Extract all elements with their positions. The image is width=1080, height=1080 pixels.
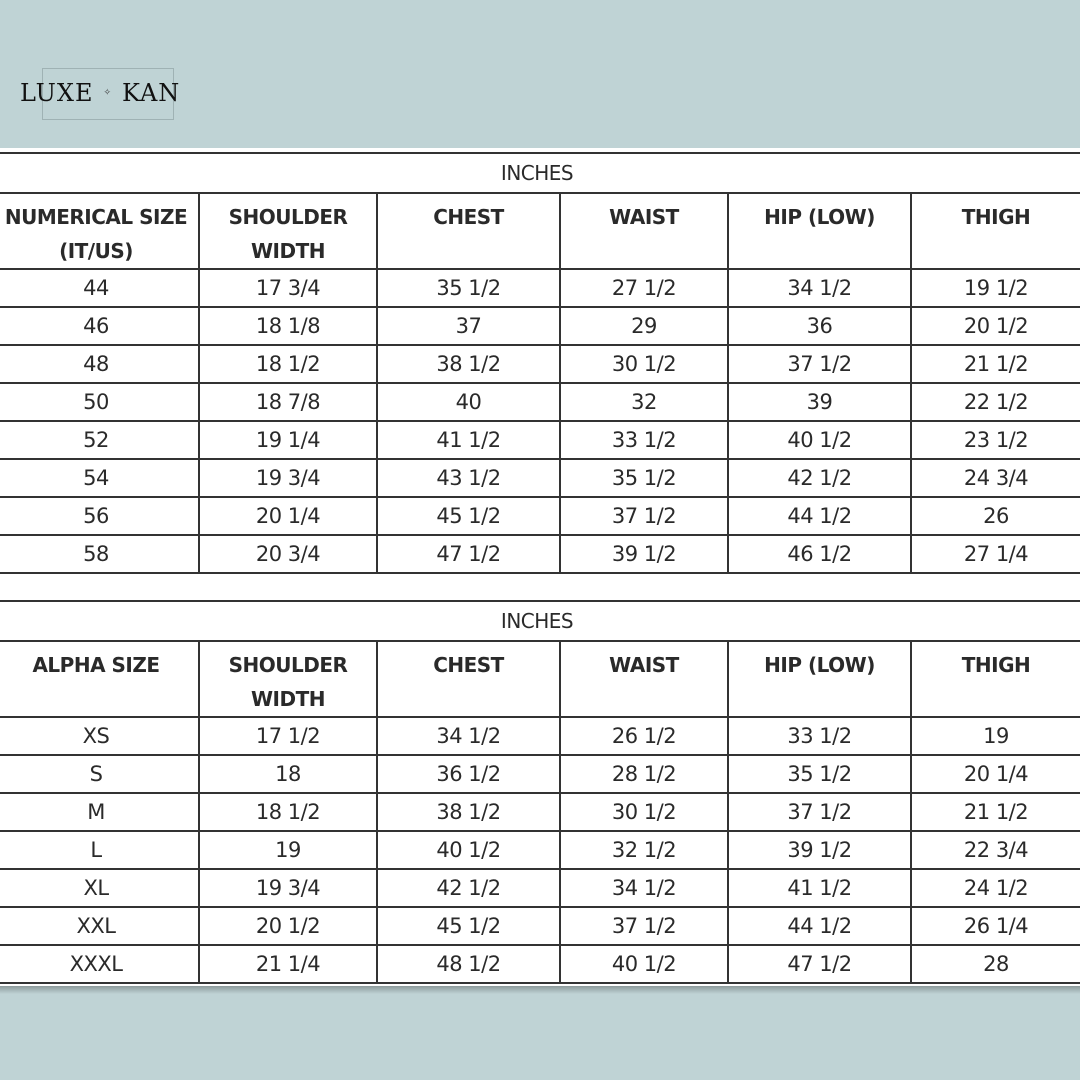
table-cell: 24 1/2: [911, 869, 1080, 907]
table-cell: 22 3/4: [911, 831, 1080, 869]
column-header: WAIST: [560, 193, 728, 269]
table-cell: 45 1/2: [377, 497, 560, 535]
unit-title-row: [0, 601, 1080, 641]
table-cell: 42 1/2: [728, 459, 911, 497]
table-cell: 18 1/8: [199, 307, 377, 345]
table-cell: XXXL: [0, 945, 199, 983]
table-cell: 17 1/2: [199, 717, 377, 755]
sheet-shadow: [0, 986, 1080, 994]
table-cell: 41 1/2: [377, 421, 560, 459]
table-cell: 44: [0, 269, 199, 307]
table-cell: 44 1/2: [728, 907, 911, 945]
table-cell: 18 7/8: [199, 383, 377, 421]
table-cell: 37: [377, 307, 560, 345]
table-row: [0, 459, 1080, 497]
table-cell: 30 1/2: [560, 345, 728, 383]
column-header: CHEST: [377, 641, 560, 717]
table-cell: 20 1/4: [199, 497, 377, 535]
table-row: [0, 793, 1080, 831]
alpha-size-table: [0, 600, 1080, 984]
table-cell: 43 1/2: [377, 459, 560, 497]
table-cell: 35 1/2: [728, 755, 911, 793]
brand-name-left: LUXE: [20, 79, 94, 107]
table-row: [0, 307, 1080, 345]
brand-emblem-icon: ✧: [103, 88, 113, 98]
table-cell: 21 1/2: [911, 793, 1080, 831]
table-cell: 19 1/2: [911, 269, 1080, 307]
table-cell: 47 1/2: [377, 535, 560, 573]
table-cell: 27 1/4: [911, 535, 1080, 573]
table-cell: 58: [0, 535, 199, 573]
column-header: HIP (LOW): [728, 641, 911, 717]
numerical-size-table: [0, 152, 1080, 574]
table-cell: 37 1/2: [560, 497, 728, 535]
table-cell: 22 1/2: [911, 383, 1080, 421]
table-cell: 39 1/2: [728, 831, 911, 869]
table-cell: 19 1/4: [199, 421, 377, 459]
table-cell: XS: [0, 717, 199, 755]
table-cell: 34 1/2: [377, 717, 560, 755]
table-row: [0, 907, 1080, 945]
column-header: THIGH: [911, 193, 1080, 269]
table-cell: 20 1/2: [911, 307, 1080, 345]
table-cell: 30 1/2: [560, 793, 728, 831]
table-cell: XXL: [0, 907, 199, 945]
table-cell: 32 1/2: [560, 831, 728, 869]
table-row: [0, 269, 1080, 307]
table-cell: 19 3/4: [199, 459, 377, 497]
table-cell: 37 1/2: [728, 345, 911, 383]
table-cell: 40 1/2: [560, 945, 728, 983]
table-cell: 35 1/2: [560, 459, 728, 497]
table-cell: 18: [199, 755, 377, 793]
table-cell: L: [0, 831, 199, 869]
brand-name-right: KAN: [122, 79, 181, 107]
table-cell: 48 1/2: [377, 945, 560, 983]
table-cell: 41 1/2: [728, 869, 911, 907]
column-header: HIP (LOW): [728, 193, 911, 269]
table-cell: 50: [0, 383, 199, 421]
table-cell: 40 1/2: [728, 421, 911, 459]
table-cell: 39: [728, 383, 911, 421]
table-row: [0, 535, 1080, 573]
table-cell: 21 1/2: [911, 345, 1080, 383]
table-cell: 38 1/2: [377, 345, 560, 383]
column-header-row: [0, 641, 1080, 717]
table-row: [0, 831, 1080, 869]
table-cell: 20 1/2: [199, 907, 377, 945]
table-cell: 21 1/4: [199, 945, 377, 983]
table-cell: 19: [911, 717, 1080, 755]
table-cell: 46: [0, 307, 199, 345]
table-cell: 38 1/2: [377, 793, 560, 831]
table-cell: 47 1/2: [728, 945, 911, 983]
table-cell: 44 1/2: [728, 497, 911, 535]
table-row: [0, 421, 1080, 459]
table-cell: 34 1/2: [560, 869, 728, 907]
column-header: THIGH: [911, 641, 1080, 717]
table-row: [0, 497, 1080, 535]
table-cell: 32: [560, 383, 728, 421]
table-row: [0, 383, 1080, 421]
table-cell: 24 3/4: [911, 459, 1080, 497]
table-cell: 33 1/2: [728, 717, 911, 755]
table-cell: 54: [0, 459, 199, 497]
table-cell: 39 1/2: [560, 535, 728, 573]
table-cell: M: [0, 793, 199, 831]
table-cell: 52: [0, 421, 199, 459]
table-cell: 37 1/2: [728, 793, 911, 831]
table-row: [0, 869, 1080, 907]
table-cell: 40 1/2: [377, 831, 560, 869]
table-cell: 18 1/2: [199, 793, 377, 831]
table-row: [0, 755, 1080, 793]
table-cell: 20 1/4: [911, 755, 1080, 793]
column-header: ALPHA SIZE: [0, 641, 199, 717]
unit-title-row: [0, 153, 1080, 193]
table-cell: 34 1/2: [728, 269, 911, 307]
table-cell: S: [0, 755, 199, 793]
table-cell: 40: [377, 383, 560, 421]
table-cell: 27 1/2: [560, 269, 728, 307]
column-header: CHEST: [377, 193, 560, 269]
table-cell: 28 1/2: [560, 755, 728, 793]
column-header: WAIST: [560, 641, 728, 717]
table-cell: 26 1/2: [560, 717, 728, 755]
table-cell: XL: [0, 869, 199, 907]
brand-logo: [20, 68, 190, 118]
table-cell: 36: [728, 307, 911, 345]
table-cell: 17 3/4: [199, 269, 377, 307]
table-cell: 37 1/2: [560, 907, 728, 945]
table-row: [0, 945, 1080, 983]
table-cell: 18 1/2: [199, 345, 377, 383]
table-cell: 29: [560, 307, 728, 345]
table-cell: 56: [0, 497, 199, 535]
table-cell: 20 3/4: [199, 535, 377, 573]
unit-title: INCHES: [0, 153, 1080, 193]
table-cell: 45 1/2: [377, 907, 560, 945]
table-cell: 46 1/2: [728, 535, 911, 573]
table-cell: 42 1/2: [377, 869, 560, 907]
column-header: NUMERICAL SIZE (IT/US): [0, 193, 199, 269]
table-cell: 26: [911, 497, 1080, 535]
table-cell: 28: [911, 945, 1080, 983]
size-chart-sheet: [0, 148, 1080, 993]
table-cell: 23 1/2: [911, 421, 1080, 459]
table-cell: 36 1/2: [377, 755, 560, 793]
table-cell: 19: [199, 831, 377, 869]
table-row: [0, 717, 1080, 755]
column-header: SHOULDER WIDTH: [199, 193, 377, 269]
table-cell: 19 3/4: [199, 869, 377, 907]
table-cell: 35 1/2: [377, 269, 560, 307]
table-cell: 33 1/2: [560, 421, 728, 459]
table-cell: 26 1/4: [911, 907, 1080, 945]
table-row: [0, 345, 1080, 383]
table-cell: 48: [0, 345, 199, 383]
column-header-row: [0, 193, 1080, 269]
unit-title: INCHES: [0, 601, 1080, 641]
column-header: SHOULDER WIDTH: [199, 641, 377, 717]
